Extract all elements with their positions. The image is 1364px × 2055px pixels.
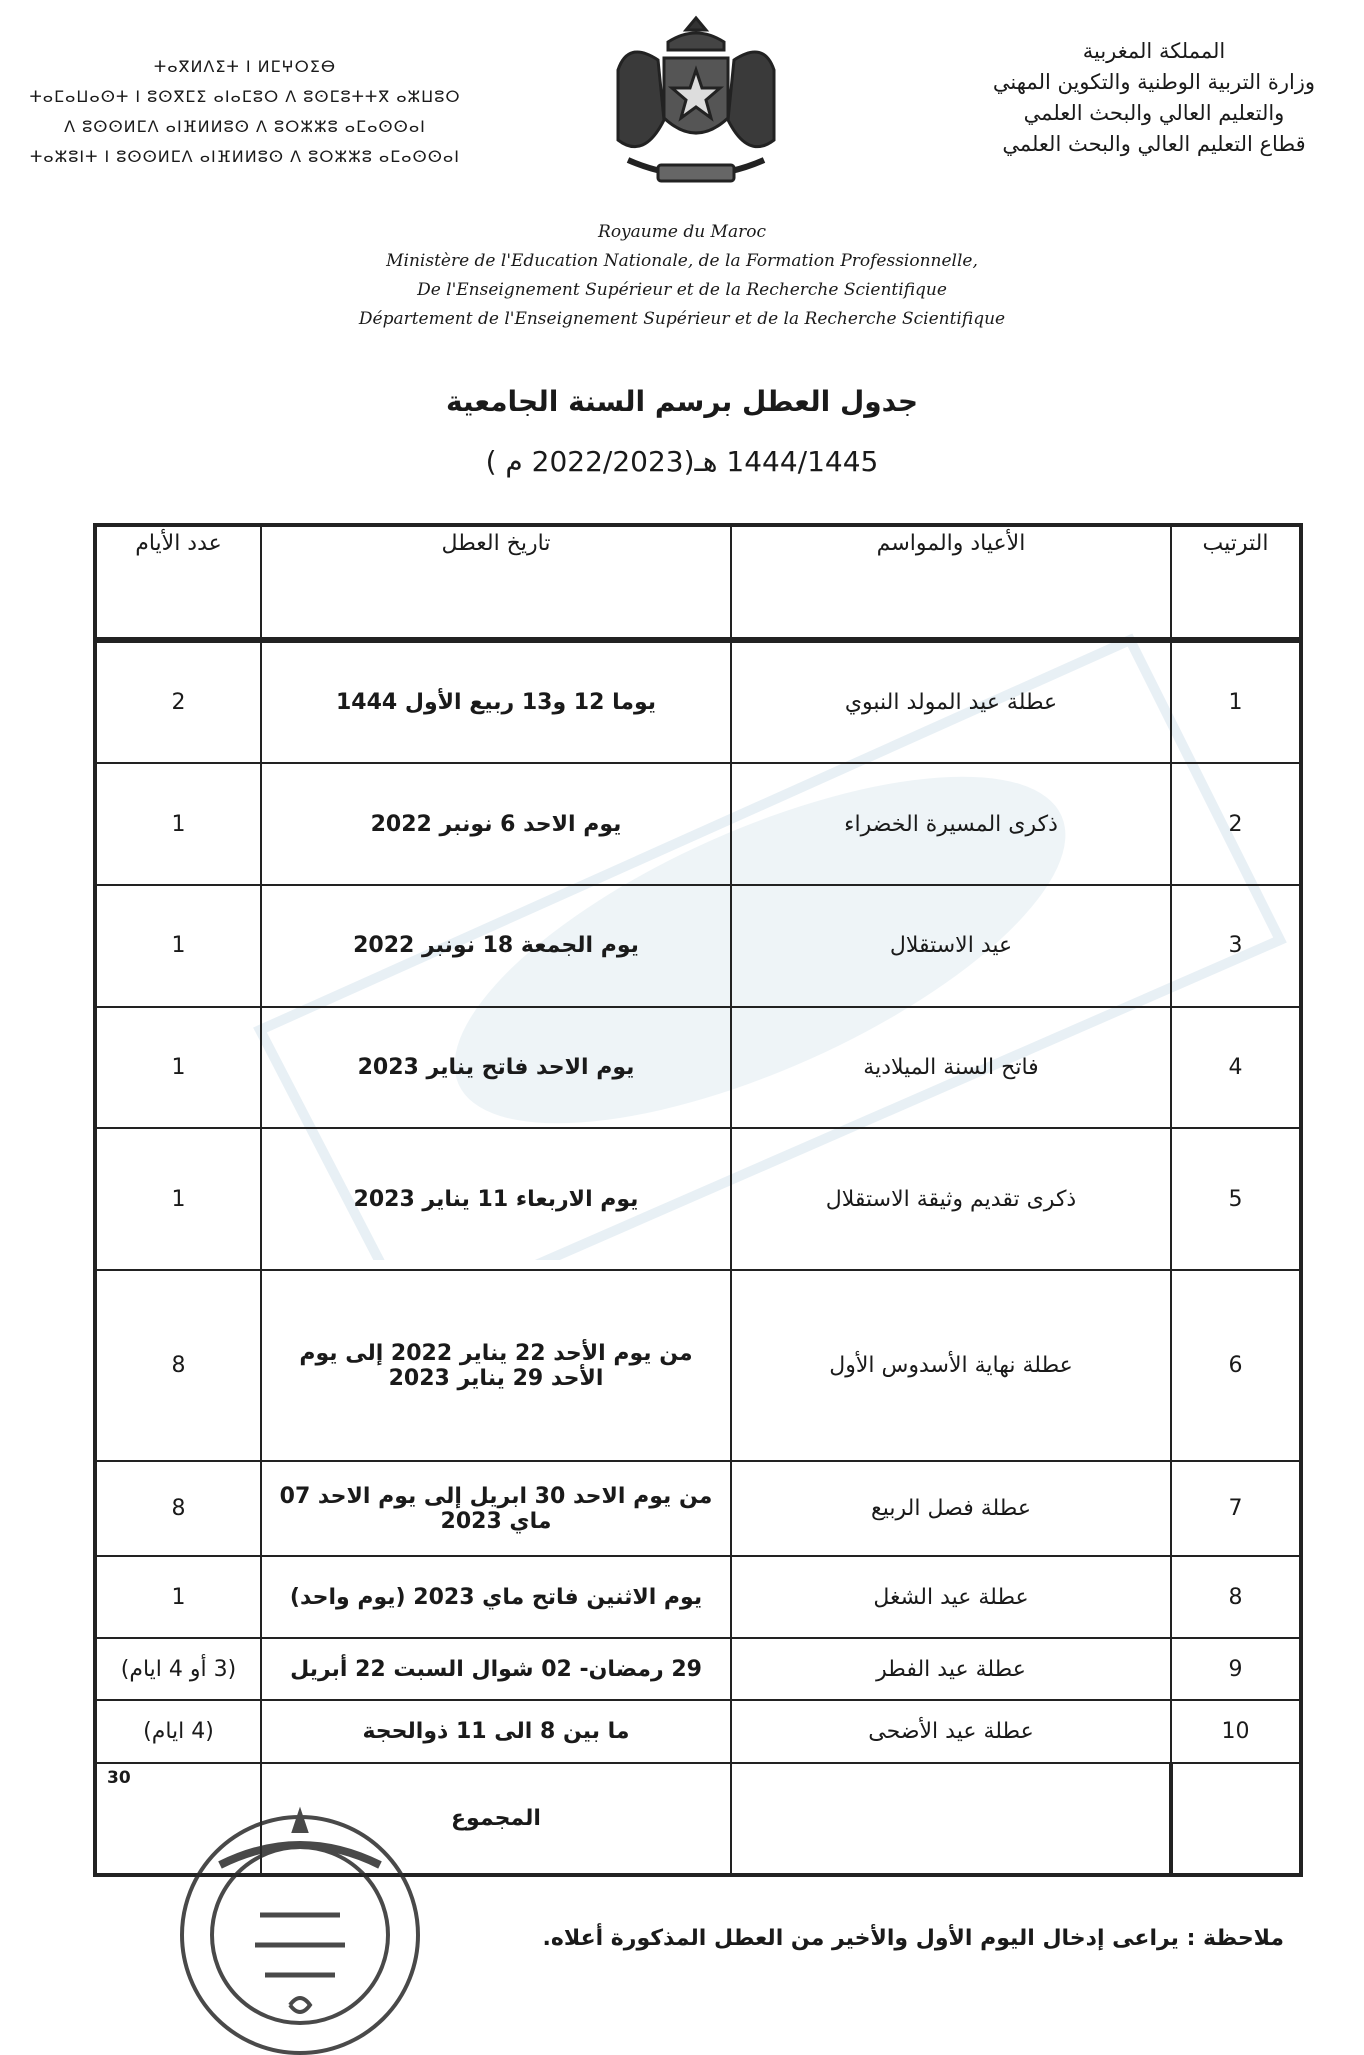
table-row <box>95 1638 1301 1701</box>
table-row <box>95 1556 1301 1637</box>
header-arabic-line: وزارة التربية الوطنية والتكوين المهني <box>992 70 1316 94</box>
cell-holiday: عطلة عيد المولد النبوي <box>731 640 1171 764</box>
cell-rank: 8 <box>1171 1556 1301 1637</box>
cell-date: يوم الاحد 6 نونبر 2022 <box>261 763 731 885</box>
cell-days: 8 <box>95 1461 261 1556</box>
cell-holiday: عطلة فصل الربيع <box>731 1461 1171 1556</box>
coat-of-arms-icon <box>598 10 794 200</box>
header-tifinagh <box>10 52 480 172</box>
header-arabic <box>984 36 1324 160</box>
header-arabic-line: والتعليم العالي والبحث العلمي <box>1023 101 1285 125</box>
total-value: 30 <box>95 1763 261 1875</box>
cell-date: من يوم الاحد 30 ابريل إلى يوم الاحد 07 ماي 2023 <box>261 1461 731 1556</box>
cell-rank: 1 <box>1171 640 1301 764</box>
footnote: ملاحظة : يراعى إدخال اليوم الأول والأخير من العطل المذكورة أعلاه. <box>542 1926 1284 1951</box>
cell-date: 29 رمضان- 02 شوال السبت 22 أبريل <box>261 1638 731 1701</box>
cell-days: 2 <box>95 640 261 764</box>
cell-date: يوم الاثنين فاتح ماي 2023 (يوم واحد) <box>261 1556 731 1637</box>
cell-rank: 6 <box>1171 1270 1301 1461</box>
cell-holiday: عطلة نهاية الأسدوس الأول <box>731 1270 1171 1461</box>
total-blank-cell <box>731 1763 1171 1875</box>
table-row <box>95 1270 1301 1461</box>
cell-holiday: عطلة عيد الفطر <box>731 1638 1171 1701</box>
cell-holiday: عيد الاستقلال <box>731 885 1171 1007</box>
page-subtitle: 1444/1445 هـ(2022/2023 م ) <box>485 445 879 478</box>
table-row <box>95 763 1301 885</box>
cell-rank: 5 <box>1171 1128 1301 1270</box>
column-header-date: تاريخ العطل <box>261 525 731 640</box>
cell-days: 8 <box>95 1270 261 1461</box>
cell-days: 1 <box>95 885 261 1007</box>
page-title: جدول العطل برسم السنة الجامعية <box>445 385 919 418</box>
cell-date: ما بين 8 الى 11 ذوالحجة <box>261 1700 731 1763</box>
cell-holiday: ذكرى تقديم وثيقة الاستقلال <box>731 1128 1171 1270</box>
header-french-line: Ministère de l'Education Nationale, de la Formation Professionnelle, <box>386 251 978 271</box>
column-header-holiday: الأعياد والمواسم <box>731 525 1171 640</box>
table-row <box>95 885 1301 1007</box>
table-row <box>95 640 1301 764</box>
header-tifinagh-line: ⴷ ⵓⵙⵙⵍⵎⴷ ⴰⵏⴼⵍⵍⵓⵙ ⴷ ⵓⵔⵣⵣⵓ ⴰⵎⴰⵙⵙⴰⵏ <box>64 117 426 136</box>
cell-holiday: عطلة عيد الأضحى <box>731 1700 1171 1763</box>
cell-rank: 10 <box>1171 1700 1301 1763</box>
cell-date: يوم الاربعاء 11 يناير 2023 <box>261 1128 731 1270</box>
cell-date: يوم الاحد فاتح يناير 2023 <box>261 1007 731 1129</box>
column-header-days: عدد الأيام <box>95 525 261 640</box>
column-header-rank: الترتيب <box>1171 525 1301 640</box>
cell-holiday: عطلة عيد الشغل <box>731 1556 1171 1637</box>
holidays-table <box>93 523 1303 1877</box>
total-label: المجموع <box>261 1763 731 1875</box>
table-row <box>95 1007 1301 1129</box>
cell-days: (4 ايام) <box>95 1700 261 1763</box>
cell-days: 1 <box>95 1007 261 1129</box>
cell-rank: 9 <box>1171 1638 1301 1701</box>
cell-days: 1 <box>95 1556 261 1637</box>
header-tifinagh-line: ⵜⴰⵣⵓⵏⵜ ⵏ ⵓⵙⵙⵍⵎⴷ ⴰⵏⴼⵍⵍⵓⵙ ⴷ ⵓⵔⵣⵣⵓ ⴰⵎⴰⵙⵙⴰⵏ <box>30 147 460 166</box>
cell-holiday: ذكرى المسيرة الخضراء <box>731 763 1171 885</box>
cell-rank: 3 <box>1171 885 1301 1007</box>
header-arabic-line: قطاع التعليم العالي والبحث العلمي <box>1002 132 1306 156</box>
official-stamp-icon <box>150 1805 460 2055</box>
cell-date: يوما 12 و13 ربيع الأول 1444 <box>261 640 731 764</box>
header-french-line: Département de l'Enseignement Supérieur et de la Recherche Scientifique <box>358 309 1006 329</box>
table-row <box>95 1461 1301 1556</box>
table-header-row <box>95 525 1301 640</box>
cell-rank: 7 <box>1171 1461 1301 1556</box>
header-tifinagh-line: ⵜⴰⵎⴰⵡⴰⵙⵜ ⵏ ⵓⵙⴳⵎⵉ ⴰⵏⴰⵎⵓⵔ ⴷ ⵓⵙⵎⵓⵜⵜⴳ ⴰⵣⵡⵓⵔ <box>29 87 461 106</box>
header-french-line: Royaume du Maroc <box>598 222 766 242</box>
table-row <box>95 1128 1301 1270</box>
header-tifinagh-line: ⵜⴰⴳⵍⴷⵉⵜ ⵏ ⵍⵎⵖⵔⵉⴱ <box>153 57 337 76</box>
header-french <box>0 218 1364 334</box>
total-empty-cell <box>1171 1763 1301 1875</box>
header-french-line: De l'Enseignement Supérieur et de la Recherche Scientifique <box>417 280 947 300</box>
cell-date: من يوم الأحد 22 يناير 2022 إلى يوم الأحد 29 يناير 2023 <box>261 1270 731 1461</box>
table-row <box>95 1700 1301 1763</box>
cell-date: يوم الجمعة 18 نونبر 2022 <box>261 885 731 1007</box>
cell-days: 1 <box>95 1128 261 1270</box>
cell-days: (3 أو 4 ايام) <box>95 1638 261 1701</box>
cell-days: 1 <box>95 763 261 885</box>
cell-holiday: فاتح السنة الميلادية <box>731 1007 1171 1129</box>
header-arabic-line: المملكة المغربية <box>1082 39 1226 63</box>
cell-rank: 4 <box>1171 1007 1301 1129</box>
cell-rank: 2 <box>1171 763 1301 885</box>
